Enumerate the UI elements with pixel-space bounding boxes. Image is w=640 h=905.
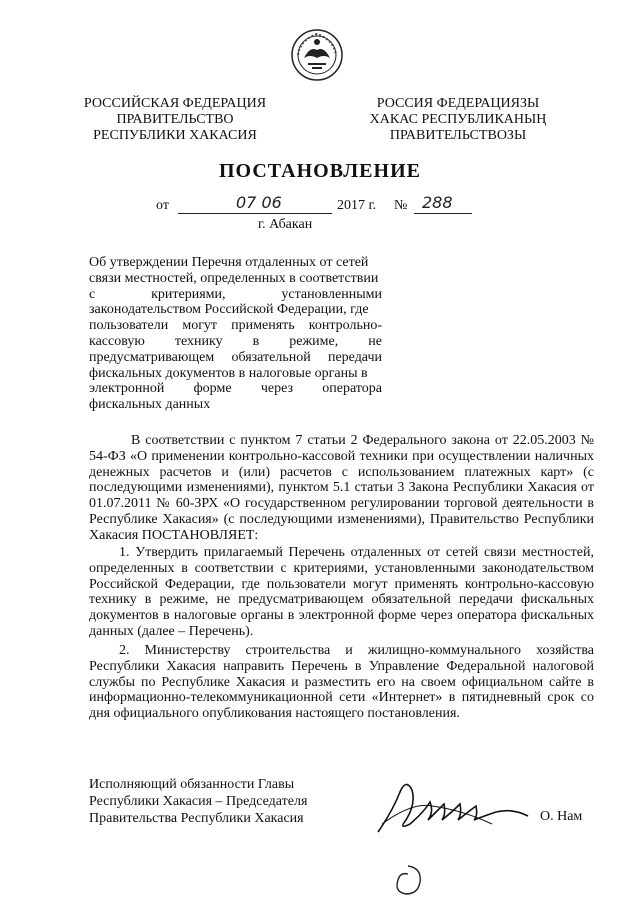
handwritten-date: 07 06 — [236, 193, 282, 212]
paragraph-item-1: 1. Утвердить прилагаемый Перечень отдаленных от сетей связи местностей, определенных в соответствии с критериями, установленными законодательством Российской Федерации, где пользователи могут применять контрольно-кассовую технику в режиме, не предусматривающем обязательной передачи фискальных документов в налоговые органы в электронной форме через оператора фискальных данных (далее – Перечень). — [89, 545, 594, 639]
city-label: г. Абакан — [258, 217, 313, 232]
subject-line: с критериями, установленными — [89, 286, 382, 302]
signatory-position — [89, 776, 307, 827]
paragraph-item-2: 2. Министерству строительства и жилищно-коммунального хозяйства Республики Хакасия направить Перечень в Управление Федеральной налоговой службы по Республике Хакасия и разместить его на своем официальном сайте в информационно-телекоммуникационной сети «Интернет» в пятидневный срок со дня официального опубликования настоящего постановления. — [89, 643, 594, 722]
signer-name: О. Нам — [540, 809, 583, 824]
header-right-line: РОССИЯ ФЕДЕРАЦИЯЗЫ — [376, 96, 540, 111]
circular-mark — [388, 860, 428, 900]
header-right-line: ПРАВИТЕЛЬСТВОЗЫ — [389, 128, 527, 143]
handwritten-number: 288 — [422, 193, 453, 212]
subject-line: связи местностей, определенных в соответствии — [89, 270, 379, 286]
handwritten-signature — [372, 772, 532, 842]
subject-line: фискальных данных — [89, 397, 211, 413]
year-label: 2017 г. — [337, 198, 377, 213]
subject-line: Об утверждении Перечня отдаленных от сетей — [89, 255, 369, 270]
header-left-line: РЕСПУБЛИКИ ХАКАСИЯ — [93, 128, 257, 143]
number-underline — [414, 213, 472, 214]
coat-of-arms-icon — [290, 28, 344, 82]
document-title: ПОСТАНОВЛЕНИЕ — [219, 160, 421, 182]
subject-block — [89, 255, 382, 413]
header-left-line: ПРАВИТЕЛЬСТВО — [116, 112, 234, 127]
position-line: Исполняющий обязанности Главы — [89, 777, 295, 792]
header-right — [338, 96, 578, 144]
subject-line: пользователи могут применять контрольно- — [89, 318, 382, 334]
position-line: Республики Хакасия – Председателя — [89, 794, 308, 809]
subject-line: предусматривающем обязательной передачи — [89, 349, 382, 365]
header-left — [60, 96, 290, 144]
subject-line: электронной форме через оператора — [89, 381, 382, 397]
position-line: Правительства Республики Хакасия — [89, 811, 304, 826]
paragraph-preamble: В соответствии с пунктом 7 статьи 2 Федерального закона от 22.05.2003 № 54-ФЗ «О применении контрольно-кассовой техники при осуществлении наличных денежных расчетов и (или) расчетов с использованием платежных карт» (с последующими изменениями), пунктом 5.1 статьи 3 Закона Республики Хакасия от 01.07.2011 № 60-ЗРХ «О государственном регулировании торговой деятельности в Республике Хакасия» (с последующими изменениями), Правительство Республики Хакасия ПОСТАНОВЛЯЕТ: — [89, 433, 594, 543]
subject-line: кассовую технику в режиме, не — [89, 333, 382, 349]
number-label: № — [394, 198, 408, 213]
subject-line: фискальных документов в налоговые органы в — [89, 365, 368, 381]
header-right-line: ХАКАС РЕСПУБЛИКАНЫҢ — [369, 112, 547, 127]
from-label: от — [156, 198, 169, 213]
date-underline — [178, 213, 332, 214]
subject-line: законодательством Российской Федерации, где — [89, 302, 369, 318]
header-left-line: РОССИЙСКАЯ ФЕДЕРАЦИЯ — [83, 96, 267, 111]
